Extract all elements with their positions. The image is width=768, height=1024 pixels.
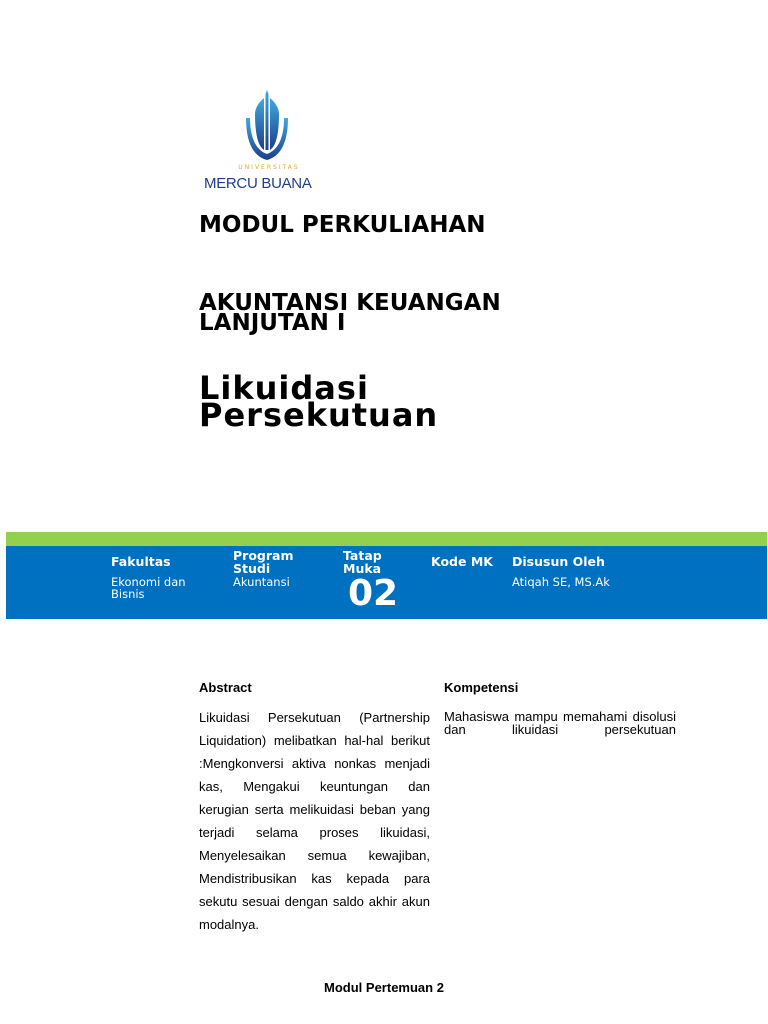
university-logo	[198, 88, 336, 194]
topic-title: Likuidasi Persekutuan	[199, 369, 439, 434]
program-studi-value: Akuntansi	[233, 575, 290, 589]
tatap-muka-label: Tatap Muka	[343, 548, 382, 576]
program-studi-label: Program Studi	[233, 548, 294, 576]
page-footer: Modul Pertemuan 2	[324, 980, 444, 995]
logo-university-text: UNIVERSITAS	[238, 164, 300, 171]
modul-title: MODUL PERKULIAHAN	[199, 212, 486, 238]
abstract-text: Likuidasi Persekutuan (Partnership Liquidation) melibatkan hal-hal berikut :Mengkonversi aktiva nonkas menjadi kas, Mengakui keuntungan dan kerugian serta melikuidasi beban yang terjadi selama proses likuidasi, Menyelesaikan semua kewajiban, Mendistribusikan kas kepada para sekutu sesuai dengan saldo akhir akun modalnya.	[199, 710, 430, 932]
abstract-heading: Abstract	[199, 680, 252, 695]
fakultas-label: Fakultas	[111, 554, 171, 569]
tatap-muka-value: 02	[348, 573, 399, 614]
kode-mk-label: Kode MK	[431, 554, 493, 569]
disusun-oleh-label: Disusun Oleh	[512, 554, 605, 569]
kompetensi-text: Mahasiswa mampu memahami disolusi dan likuidasi persekutuan	[444, 709, 676, 737]
course-title: AKUNTANSI KEUANGAN LANJUTAN I	[199, 290, 501, 336]
disusun-oleh-value: Atiqah SE, MS.Ak	[512, 575, 610, 589]
mercu-buana-emblem-icon	[244, 88, 290, 162]
logo-university-name: MERCU BUANA	[204, 175, 312, 192]
fakultas-value: Ekonomi dan Bisnis	[111, 575, 186, 601]
kompetensi-heading: Kompetensi	[444, 680, 519, 695]
info-band-green-stripe	[6, 532, 767, 546]
